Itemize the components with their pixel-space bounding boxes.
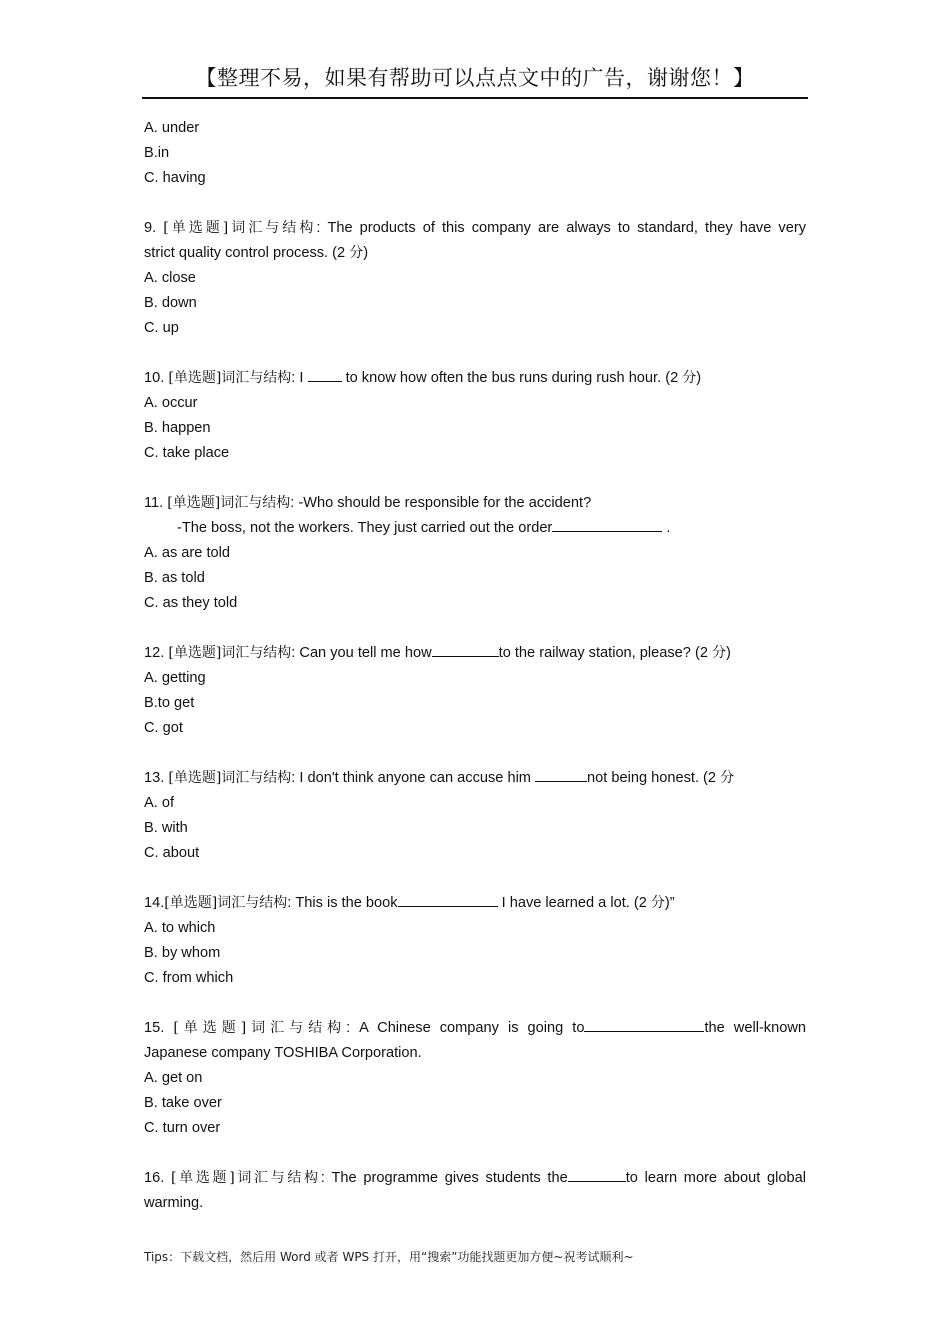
- question-stem: 9. [单选题]词汇与结构: The products of this company are always to standard, they have very: [144, 220, 806, 236]
- answer-blank: [308, 368, 342, 382]
- answer-blank: [568, 1168, 626, 1182]
- answer-blank: [535, 768, 587, 782]
- question-stem: 16. [单选题]词汇与结构: The programme gives students the to learn more about global: [144, 1170, 806, 1186]
- question-stem-cont: Japanese company TOSHIBA Corporation.: [144, 1045, 422, 1061]
- option-item: C. having: [144, 170, 206, 186]
- option-item: C. as they told: [144, 595, 238, 611]
- question-11: [144, 491, 806, 616]
- page-header-banner: 【整理不易，如果有帮助可以点点文中的广告，谢谢您！】: [195, 66, 755, 90]
- option-item: B.to get: [144, 695, 195, 711]
- question-number: 9.: [144, 220, 157, 236]
- question-stem: 10. [单选题]词汇与结构: I to know how often the bus runs during rush hour. (2 分): [144, 370, 702, 386]
- answer-blank: [584, 1018, 704, 1032]
- footer-tips: Tips：下载文档，然后用 Word 或者 WPS 打开，用“搜索”功能找题更加方便~祝考试顺利~: [144, 1250, 634, 1264]
- option-item: C. turn over: [144, 1120, 221, 1136]
- option-item: B. down: [144, 295, 197, 311]
- question-stem: 14.[单选题]词汇与结构: This is the book I have learned a lot. (2 分)”: [144, 895, 675, 911]
- question-13: [144, 766, 806, 866]
- option-item: B. by whom: [144, 945, 221, 961]
- answer-blank: [398, 893, 498, 907]
- question-9: [144, 216, 806, 341]
- question-stem: 11. [单选题]词汇与结构: -Who should be responsible for the accident?: [144, 495, 592, 511]
- option-item: A. under: [144, 120, 200, 136]
- option-item: A. of: [144, 795, 175, 811]
- question-list: [144, 116, 806, 1216]
- question-stem: 13. [单选题]词汇与结构: I don't think anyone can accuse him not being honest. (2 分: [144, 770, 735, 786]
- option-item: C. from which: [144, 970, 234, 986]
- question-stem-cont: strict quality control process. (2 分): [144, 245, 369, 261]
- question-10: [144, 366, 806, 466]
- option-item: A. getting: [144, 670, 206, 686]
- question-14: [144, 891, 806, 991]
- header-rule: [142, 97, 808, 99]
- option-item: B. as told: [144, 570, 205, 586]
- option-item: A. close: [144, 270, 196, 286]
- question-12: [144, 641, 806, 741]
- answer-blank: [432, 643, 499, 657]
- question-type-tag: [单选题]词汇与结构: [163, 220, 317, 236]
- question-15: [144, 1016, 806, 1141]
- option-item: B. take over: [144, 1095, 222, 1111]
- option-item: C. up: [144, 320, 179, 336]
- option-item: B.in: [144, 145, 170, 161]
- question-stem-cont: warming.: [144, 1195, 204, 1211]
- option-item: C. about: [144, 845, 200, 861]
- option-item: B. with: [144, 820, 188, 836]
- question-16: [144, 1166, 806, 1216]
- answer-blank: [552, 518, 662, 532]
- option-item: A. occur: [144, 395, 198, 411]
- option-item: A. as are told: [144, 545, 230, 561]
- option-item: B. happen: [144, 420, 211, 436]
- option-item: A. to which: [144, 920, 216, 936]
- question-stem-cont: -The boss, not the workers. They just carried out the order .: [177, 520, 671, 536]
- option-item: C. got: [144, 720, 183, 736]
- question-stem: 15. [单选题]词汇与结构: A Chinese company is going to the well-known: [144, 1020, 806, 1036]
- option-item: C. take place: [144, 445, 230, 461]
- option-item: A. get on: [144, 1070, 203, 1086]
- question-stem: 12. [单选题]词汇与结构: Can you tell me how to the railway station, please? (2 分): [144, 645, 731, 661]
